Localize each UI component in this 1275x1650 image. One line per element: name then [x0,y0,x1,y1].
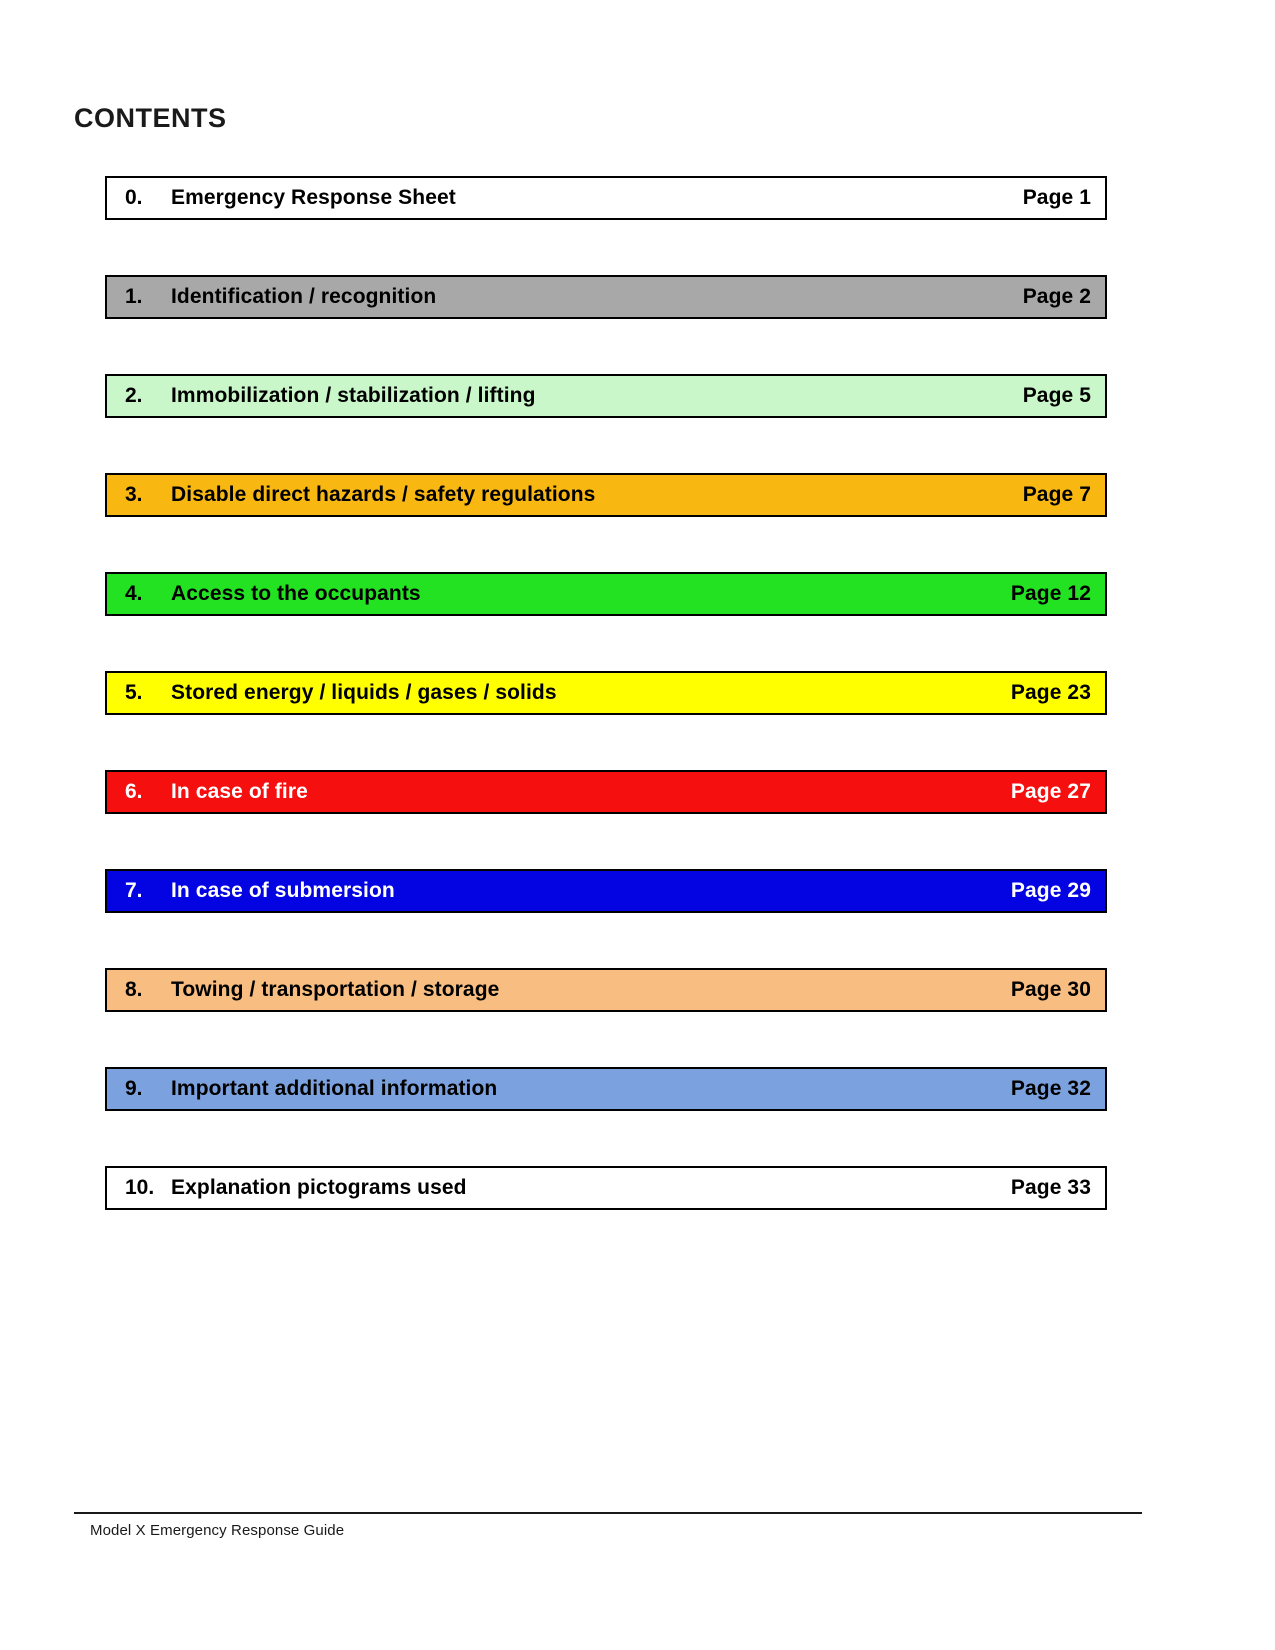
toc-row-left [125,384,536,408]
toc-row-left [125,681,557,705]
toc-row-left [125,582,421,606]
toc-row-number: 2. [125,384,143,407]
toc-row-label: Identification / recognition [171,285,437,308]
toc-row-left [125,1176,467,1200]
toc-row-label: Explanation pictograms used [171,1176,467,1199]
toc-row-page-number: Page 29 [1010,879,1091,902]
toc-row-number: 1. [125,285,143,308]
toc-row-left [125,186,456,210]
toc-row-number: 4. [125,582,143,605]
toc-row-page-number: Page 12 [1010,582,1091,605]
toc-row-number: 6. [125,780,143,803]
toc-row-page-number: Page 27 [1010,780,1091,803]
toc-row-left [125,483,595,507]
toc-row-label: Access to the occupants [171,582,421,605]
toc-row-label: Important additional information [171,1077,498,1100]
toc-row-number: 7. [125,879,143,902]
toc-row-left [125,1077,497,1101]
toc-row-left [125,978,499,1002]
toc-row-page-number: Page 33 [1010,1176,1091,1199]
toc-row-label: Towing / transportation / storage [171,978,500,1001]
toc-row[interactable] [105,1166,1107,1210]
toc-row-page-number: Page 5 [1022,384,1091,407]
toc-row-label: Stored energy / liquids / gases / solids [171,681,557,704]
toc-row-page-number: Page 23 [1010,681,1091,704]
toc-row[interactable] [105,770,1107,814]
table-of-contents [105,176,1107,1210]
toc-row[interactable] [105,869,1107,913]
toc-row-number: 5. [125,681,143,704]
toc-row-left [125,285,436,309]
toc-row[interactable] [105,473,1107,517]
toc-row-number: 9. [125,1077,143,1100]
toc-row-page-number: Page 1 [1022,186,1091,209]
toc-row[interactable] [105,275,1107,319]
toc-row-left [125,879,395,903]
page-title: CONTENTS [74,103,227,133]
toc-row[interactable] [105,671,1107,715]
toc-row-page-number: Page 30 [1010,978,1091,1001]
toc-row[interactable] [105,968,1107,1012]
footer-divider [74,1512,1142,1514]
toc-row-label: In case of submersion [171,879,395,902]
toc-row-number: 3. [125,483,143,506]
toc-row[interactable] [105,374,1107,418]
toc-row-label: Immobilization / stabilization / lifting [171,384,536,407]
toc-row-label: Disable direct hazards / safety regulations [171,483,596,506]
toc-row-label: Emergency Response Sheet [171,186,456,209]
toc-row-number: 10. [125,1176,155,1199]
toc-row-page-number: Page 7 [1022,483,1091,506]
footer-label: Model X Emergency Response Guide [90,1522,345,1539]
toc-row[interactable] [105,176,1107,220]
toc-row[interactable] [105,1067,1107,1111]
toc-row-page-number: Page 32 [1010,1077,1091,1100]
toc-row-number: 8. [125,978,143,1001]
toc-row[interactable] [105,572,1107,616]
toc-row-number: 0. [125,186,143,209]
toc-row-label: In case of fire [171,780,308,803]
toc-row-page-number: Page 2 [1022,285,1091,308]
toc-row-left [125,780,308,804]
